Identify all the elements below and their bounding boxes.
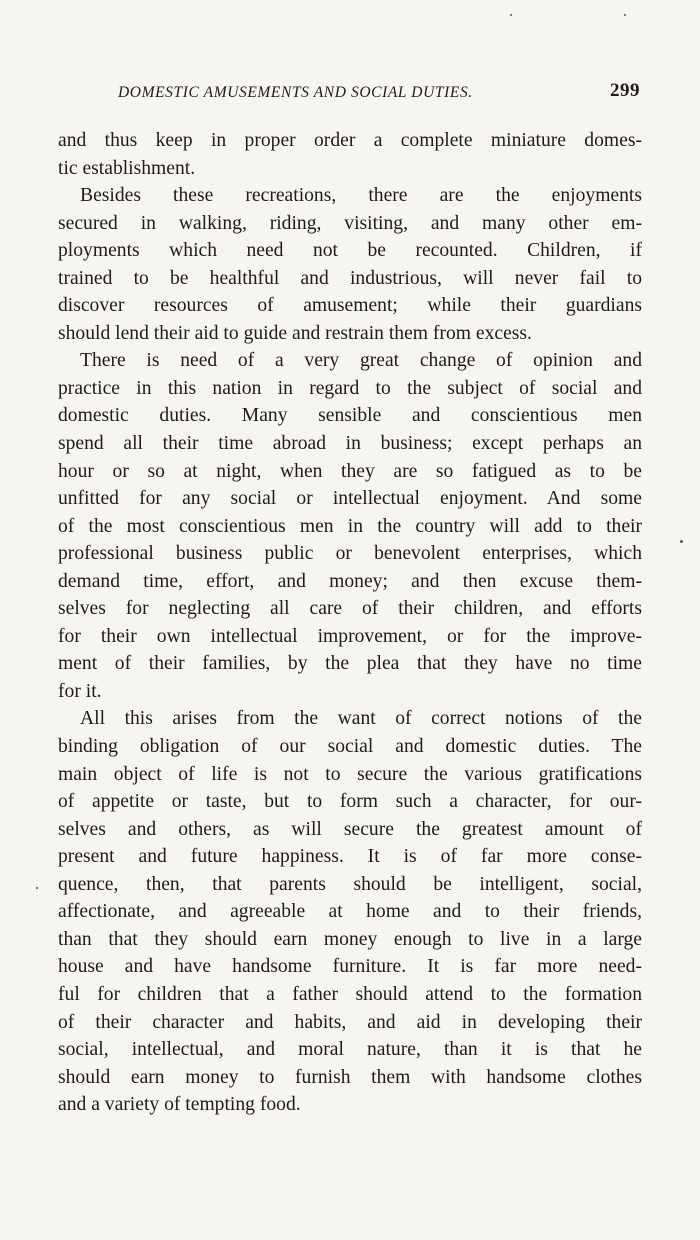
text-line: of appetite or taste, but to form such a character, for our- bbox=[58, 791, 642, 813]
text-line: secured in walking, riding, visiting, and many other em- bbox=[58, 212, 642, 234]
text-line: ployments which need not be recounted. Children, if bbox=[58, 240, 642, 262]
paragraph bbox=[58, 347, 642, 705]
text-line: present and future happiness. It is of far more conse- bbox=[58, 846, 642, 868]
text-line: should earn money to furnish them with handsome clothes bbox=[58, 1066, 642, 1088]
text-line: discover resources of amusement; while their guardians bbox=[58, 295, 642, 317]
text-line: binding obligation of our social and domestic duties. The bbox=[58, 736, 642, 758]
scan-speck bbox=[680, 540, 683, 543]
text-line: Besides these recreations, there are the enjoyments bbox=[80, 185, 642, 207]
scan-speck bbox=[624, 14, 626, 16]
text-line: trained to be healthful and industrious, will never fail to bbox=[58, 267, 642, 289]
text-line: quence, then, that parents should be intelligent, social, bbox=[58, 873, 642, 895]
text-line: professional business public or benevolent enterprises, which bbox=[58, 543, 642, 565]
text-line: selves for neglecting all care of their children, and efforts bbox=[58, 598, 642, 620]
text-line: and a variety of tempting food. bbox=[58, 1094, 301, 1116]
text-line: tic establishment. bbox=[58, 157, 196, 179]
page-number: 299 bbox=[610, 80, 640, 101]
paragraph bbox=[58, 182, 642, 347]
text-line: spend all their time abroad in business; except perhaps an bbox=[58, 433, 642, 455]
text-line: unfitted for any social or intellectual enjoyment. And some bbox=[58, 488, 642, 510]
text-line: demand time, effort, and money; and then excuse them- bbox=[58, 570, 642, 592]
text-line: ment of their families, by the plea that they have no time bbox=[58, 653, 642, 675]
scan-speck bbox=[510, 14, 512, 16]
text-line: domestic duties. Many sensible and conscientious men bbox=[58, 405, 642, 427]
text-line: practice in this nation in regard to the subject of social and bbox=[58, 377, 642, 399]
text-line: All this arises from the want of correct notions of the bbox=[80, 708, 642, 730]
text-line: of the most conscientious men in the country will add to their bbox=[58, 515, 642, 537]
text-line: ful for children that a father should attend to the formation bbox=[58, 983, 642, 1005]
text-line: for it. bbox=[58, 680, 102, 702]
text-line: hour or so at night, when they are so fatigued as to be bbox=[58, 460, 642, 482]
paragraph bbox=[58, 705, 642, 1118]
scan-speck bbox=[36, 887, 38, 889]
text-line: main object of life is not to secure the various gratifications bbox=[58, 763, 642, 785]
text-line: of their character and habits, and aid in developing their bbox=[58, 1011, 642, 1033]
paragraph bbox=[58, 127, 642, 182]
text-line: house and have handsome furniture. It is far more need- bbox=[58, 956, 642, 978]
text-line: and thus keep in proper order a complete miniature domes- bbox=[58, 130, 642, 151]
text-line: affectionate, and agreeable at home and to their friends, bbox=[58, 901, 642, 923]
text-line: for their own intellectual improvement, or for the improve- bbox=[58, 625, 642, 647]
running-head bbox=[58, 80, 642, 106]
text-line: selves and others, as will secure the greatest amount of bbox=[58, 818, 642, 840]
text-line: social, intellectual, and moral nature, than it is that he bbox=[58, 1039, 642, 1061]
text-line: than that they should earn money enough to live in a large bbox=[58, 928, 642, 950]
running-title: DOMESTIC AMUSEMENTS AND SOCIAL DUTIES. bbox=[118, 84, 473, 101]
text-line: There is need of a very great change of opinion and bbox=[80, 350, 642, 372]
text-line: should lend their aid to guide and restrain them from excess. bbox=[58, 322, 532, 344]
body-text bbox=[58, 127, 642, 1119]
